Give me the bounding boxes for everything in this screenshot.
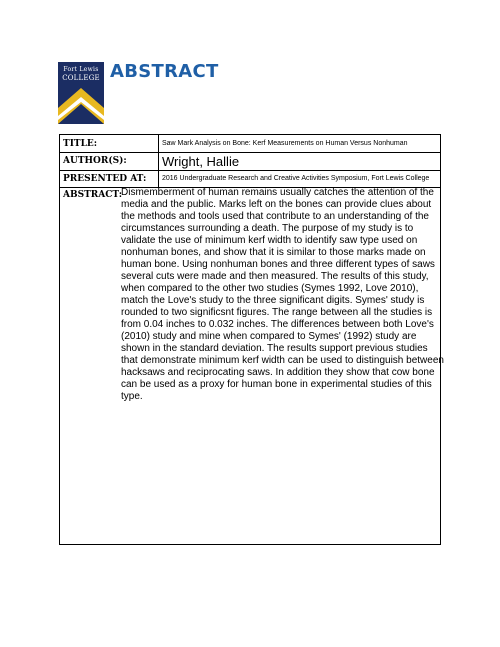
abstract-line: when compared to the other two studies (Symes 1992, Love 2010), xyxy=(121,283,419,294)
page-title: ABSTRACT xyxy=(110,61,219,82)
title-label: TITLE: xyxy=(60,135,159,152)
presented-value: 2016 Undergraduate Research and Creative Activities Symposium, Fort Lewis College xyxy=(162,175,430,182)
presented-row xyxy=(60,170,440,188)
abstract-line: type. xyxy=(121,391,143,402)
author-label: AUTHOR(S): xyxy=(60,152,159,170)
abstract-line: shown in the standard deviation. The results support previous studies xyxy=(121,343,428,354)
abstract-line: that demonstrate minimum kerf width can be used to distinguish between xyxy=(121,355,444,366)
title-value: Saw Mark Analysis on Bone: Kerf Measurements on Human Versus Nonhuman xyxy=(162,140,408,147)
logo-line2: COLLEGE xyxy=(62,74,100,82)
logo-text xyxy=(58,66,104,82)
abstract-line: Dismemberment of human remains usually catches the attention of the xyxy=(121,187,434,198)
abstract-text xyxy=(121,187,444,403)
title-row xyxy=(60,135,440,153)
abstract-line: circumstances surrounding a death. The purpose of my study is to xyxy=(121,223,414,234)
author-row xyxy=(60,152,440,171)
abstract-form xyxy=(59,134,444,545)
abstract-line: rounded to two significsnt figures. The range between all the studies is xyxy=(121,307,433,318)
abstract-line: the methods and tools used that contribute to an understanding of the xyxy=(121,211,429,222)
abstract-line: nonhuman bones, and show that it is similar to those marks made on xyxy=(121,247,426,258)
abstract-line: human bone. Using nonhuman bones and three different types of saws xyxy=(121,259,435,270)
abstract-line: hacksaws and reciprocating saws. In addition they show that cow bone xyxy=(121,367,435,378)
presented-label: PRESENTED AT: xyxy=(60,170,159,187)
abstract-line: validate the use of minimum kerf width to identify saw type used on xyxy=(121,235,418,246)
abstract-line: match the Love's study to the three significant digits. Symes' study is xyxy=(121,295,425,306)
abstract-line: media and the public. Marks left on the bones can provide clues about xyxy=(121,199,432,210)
abstract-line: several cuts were made and then measured. The results of this study, xyxy=(121,271,429,282)
logo-line1: Fort Lewis xyxy=(63,66,99,73)
abstract-line: from 0.04 inches to 0.032 inches. The differences between both Love's xyxy=(121,319,434,330)
author-value: Wright, Hallie xyxy=(162,153,240,169)
abstract-line: (2010) study and mine when compared to Symes' (1992) study are xyxy=(121,331,417,342)
abstract-line: can be used as a proxy for human bone in experimental studies of this xyxy=(121,379,432,390)
college-logo xyxy=(58,62,104,124)
abstract-label: ABSTRACT: xyxy=(63,190,123,200)
